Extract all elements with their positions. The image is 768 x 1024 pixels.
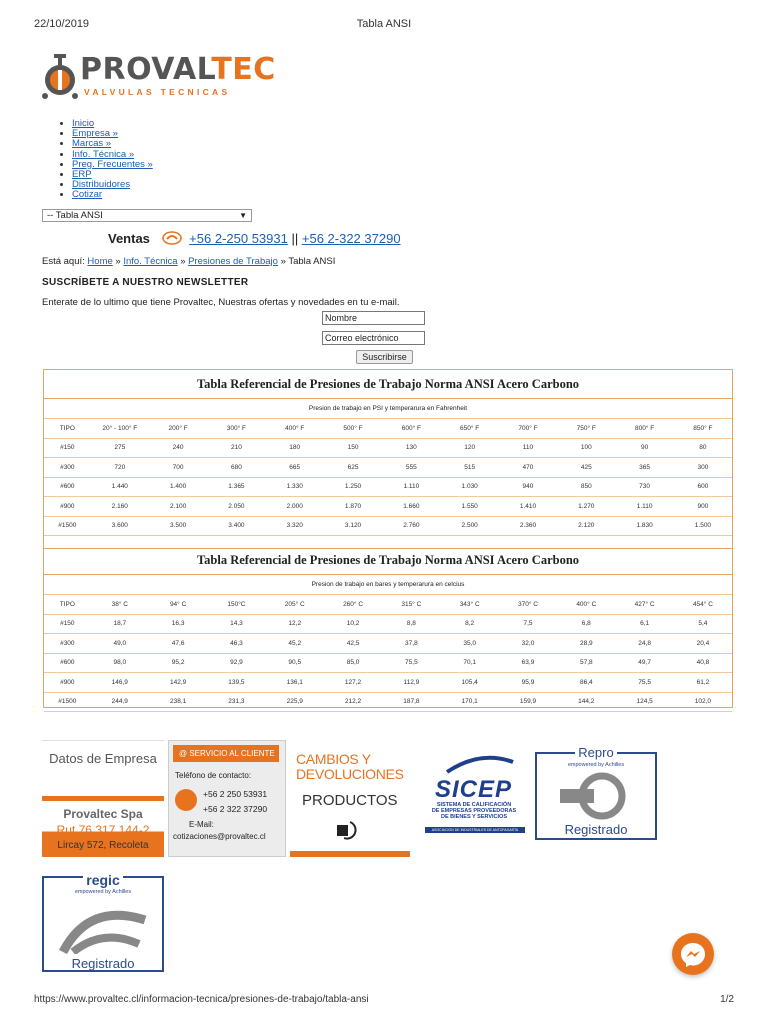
breadcrumb-info-tecnica[interactable]: Info. Técnica [123,256,178,267]
header-cell: 205° C [284,600,305,608]
header-cell: 400° F [285,424,305,432]
table-cell: 720 [114,463,126,471]
table-cell: 85,0 [346,659,360,667]
table-cell: 24,8 [638,639,651,647]
table-cell: 75,5 [405,659,418,667]
phone-circle-icon [175,789,197,811]
table-cell: 144,2 [578,698,595,706]
table-cell: 18,7 [113,620,127,628]
banner-cambios-productos: PRODUCTOS [302,792,398,809]
page-select-value: -- Tabla ANSI [47,210,103,221]
nav-link-distribuidores[interactable]: Distribuidores [72,179,131,191]
banner-servicio-email-label: E-Mail: [189,820,214,829]
table-cell: 2.100 [169,502,187,510]
sicep-subtitle: SISTEMA DE CALIFICACIÓN DE EMPRESAS PROVEEDORAS DE BIENES Y SERVICIOS [431,802,517,820]
table-cell: 3.500 [169,522,187,530]
table-cell: 3.600 [111,522,128,530]
header-cell: 200° F [168,424,188,432]
table-cell: 600 [697,483,709,491]
table-cell: #600 [60,483,75,491]
table-cell: 102,0 [694,698,712,706]
newsletter-title: SUSCRÍBETE A NUESTRO NEWSLETTER [42,277,249,288]
table-cell: 112,9 [403,678,420,686]
table-cell: #1500 [58,698,77,706]
header-cell: 38° C [111,600,128,608]
phone-link-2[interactable]: +56 2-322 37290 [301,231,401,246]
header-cell: 700° F [518,424,538,432]
table-cell: 130 [405,444,417,452]
regic-status: Registrado [71,956,135,971]
header-cell: 370° C [518,600,538,608]
banner-servicio-phone2: +56 2 322 37290 [203,804,268,814]
table-cell: 850 [580,483,592,491]
table-cell: 625 [347,463,359,471]
table-cell: 275 [114,444,126,452]
banner-empresa-company: Provaltec Spa [63,807,143,821]
table-cell: 225,9 [286,698,303,706]
table-cell: 61,2 [696,678,710,686]
nav-link-empresa[interactable]: Empresa » [72,128,118,140]
table-cell: 730 [639,483,651,491]
table-cell: 46,3 [230,639,243,647]
repro-powered: empowered by Achilles [567,762,625,768]
table-cell: 49,7 [638,659,651,667]
table-cell: 3.400 [228,522,245,530]
table-cell: 86,4 [579,678,593,686]
header-cell: TIPO [59,424,75,432]
table-cell: 2.050 [228,502,245,510]
table-cell: 1.110 [403,483,420,491]
breadcrumb-sep-3: » [280,256,286,267]
table-cell: 10,2 [346,620,360,628]
table-cell: 100 [580,444,592,452]
table-bar-header [44,595,732,615]
table-cell: 680 [230,463,242,471]
table-cell: 8,8 [406,620,416,628]
table-cell: 2.360 [519,522,537,530]
banner-empresa-address: Lircay 572, Recoleta [57,840,149,851]
table-cell: 7,5 [523,620,533,628]
banner-cambios-devoluciones[interactable] [290,740,410,857]
table-psi-header [44,419,732,439]
table-cell: 665 [289,463,301,471]
table-cell: 1.030 [461,483,478,491]
ansi-tables [43,369,733,708]
repro-status: Registrado [564,822,628,837]
table-cell: 2.160 [111,502,128,510]
sicep-brand: SICEP [435,776,513,803]
table-cell: 515 [464,463,476,471]
repro-label: Repro [537,745,655,760]
table-cell: 470 [522,463,534,471]
table-psi-title: Tabla Referencial de Presiones de Trabajo Norma ANSI Acero Carbono [44,370,732,399]
table-cell: 1.365 [228,483,245,491]
table-cell: #900 [60,502,75,510]
print-page-number: 1/2 [720,994,734,1005]
table-cell: 170,1 [461,698,478,706]
table-cell: #600 [60,659,75,667]
nav-link-cotizar[interactable]: Cotizar [72,189,103,201]
table-cell: 98,0 [113,659,127,667]
newsletter-email-input[interactable]: Correo electrónico [322,331,425,345]
nav-link-preg-frecuentes[interactable]: Preg. Frecuentes » [72,158,153,170]
table-cell: 146,9 [111,678,128,686]
breadcrumb-sep-1: » [115,256,121,267]
table-cell: 40,8 [696,659,710,667]
nav-link-marcas[interactable]: Marcas » [72,138,112,150]
table-psi [44,370,732,549]
table-cell: 187,8 [403,698,420,706]
logo-tagline: VALVULAS TECNICAS [84,87,231,97]
header-cell: 343° C [459,600,480,608]
regic-label: regic [44,872,162,888]
table-cell: 35,0 [463,639,476,647]
nav-link-info-tecnica[interactable]: Info. Técnica » [72,148,135,160]
table-cell: 95,9 [521,678,535,686]
header-cell: 260° C [343,600,364,608]
header-cell: 650° F [460,424,480,432]
breadcrumb-prefix: Está aquí: [42,256,85,267]
regic-emblem-icon [59,898,149,954]
table-bar-title: Tabla Referencial de Presiones de Trabajo Norma ANSI Acero Carbono [44,546,732,575]
table-cell: 90 [640,444,649,452]
table-cell: 136,1 [286,678,303,686]
table-cell: 2.000 [286,502,303,510]
header-cell: 150°C [227,600,246,608]
table-cell: 159,9 [519,698,537,706]
table-cell: 20,4 [696,639,710,647]
header-cell: 800° F [634,424,655,432]
table-cell: 95,2 [171,659,185,667]
table-cell: 365 [639,463,651,471]
table-cell: 1.500 [694,522,712,530]
ventas-bar [108,231,401,246]
table-bar-subtitle: Presion de trabajo en bares y temperarura en celcius [44,575,732,595]
table-cell: 210 [230,444,242,452]
table-cell: 37,8 [405,639,418,647]
table-cell: 105,4 [461,678,478,686]
provaltec-logo[interactable] [40,52,276,108]
table-cell: #300 [60,463,75,471]
header-cell: 500° F [343,424,363,432]
repro-emblem-icon [558,770,634,820]
header-cell: 427° C [634,600,655,608]
breadcrumb [42,256,335,267]
header-cell: TIPO [59,600,75,608]
table-cell: 1.270 [578,502,595,510]
table-cell: 16,3 [171,620,185,628]
banner-cambios-title: CAMBIOS Y DEVOLUCIONES [296,751,404,782]
table-cell: 127,2 [344,678,362,686]
table-cell: 244,9 [111,698,128,706]
table-cell: 2.120 [578,522,595,530]
banner-servicio-cliente[interactable] [168,740,286,857]
table-row [44,654,732,674]
table-cell: 1.830 [636,522,653,530]
table-cell: 900 [697,502,709,510]
newsletter-text: Enterate de lo ultimo que tiene Provaltec, Nuestras ofertas y novedades en tu e-mail. [42,297,400,308]
page-select[interactable] [42,209,252,222]
table-cell: 92,9 [230,659,243,667]
header-cell: 600° F [401,424,421,432]
print-url: https://www.provaltec.cl/informacion-tecnica/presiones-de-trabajo/tabla-ansi [34,994,369,1005]
table-row [44,497,732,517]
table-row [44,439,732,459]
header-cell: 20° - 100° F [102,424,138,432]
table-cell: 42,5 [346,639,360,647]
table-cell: 75,5 [638,678,651,686]
banner-empresa-title: Datos de Empresa [49,751,157,766]
table-cell: 110 [522,444,534,452]
phone-link-1[interactable]: +56 2-250 53931 [189,231,288,246]
table-row [44,478,732,498]
banner-servicio-email: cotizaciones@provaltec.cl [173,832,266,841]
banner-empresa-rut: Rut 76.317.144-2 [56,823,150,837]
table-cell: #150 [60,620,75,628]
header-cell: 454° C [692,600,713,608]
table-cell: 240 [172,444,184,452]
table-cell: 555 [405,463,417,471]
table-cell: 1.440 [111,483,128,491]
table-cell: 1.250 [344,483,362,491]
nav-item-cotizar [72,190,153,200]
table-cell: 1.550 [461,502,478,510]
nav-link-inicio[interactable]: Inicio [72,118,95,129]
table-cell: #300 [60,639,75,647]
banner-regic[interactable] [42,872,164,972]
logo-text: PROVALTEC [80,52,276,87]
phone-separator: || [291,231,299,246]
banner-sicep[interactable] [415,752,533,840]
sicep-footer: ASOCIACION DE INDUSTRIALES DE ANTOFAGASTA [425,827,525,833]
table-cell: 47,6 [171,639,185,647]
table-cell: 231,3 [228,698,245,706]
sicep-swoosh-icon [445,754,515,776]
header-cell: 400° C [576,600,597,608]
table-cell: 1.870 [344,502,362,510]
ventas-label: Ventas [108,231,150,246]
table-cell: 3.120 [344,522,362,530]
subscribe-button[interactable]: Suscribirse [356,350,413,364]
nav-link-erp[interactable]: ERP [72,169,92,181]
header-cell: 94° C [169,600,187,608]
table-cell: 57,8 [579,659,593,667]
banner-datos-empresa[interactable] [42,740,164,857]
banner-servicio-header: @ SERVICIO AL CLIENTE [173,745,279,762]
table-cell: 6,8 [581,620,591,628]
table-cell: 139,5 [228,678,245,686]
table-row [44,458,732,478]
table-cell: 45,2 [288,639,302,647]
breadcrumb-sep-2: » [180,256,186,267]
box-return-icon [334,816,360,842]
table-cell: 63,9 [521,659,535,667]
table-psi-subtitle: Presion de trabajo en PSI y temperarura en Fahrenheit [44,399,732,419]
table-cell: 124,5 [636,698,653,706]
table-cell: 300 [697,463,709,471]
table-cell: #900 [60,678,75,686]
table-row [44,693,732,713]
banner-empresa-stripe [42,796,164,801]
table-cell: 212,2 [344,698,362,706]
table-cell: 120 [464,444,476,452]
table-bar [44,546,732,712]
table-row [44,517,732,537]
header-cell: 300° F [226,424,247,432]
table-cell: 700 [172,463,184,471]
valve-logo-icon [40,52,80,102]
table-cell: 32,0 [521,639,535,647]
table-cell: 2.760 [403,522,420,530]
header-cell: 850° F [693,424,713,432]
table-cell: 2.500 [461,522,478,530]
breadcrumb-home[interactable]: Home [87,256,113,267]
regic-powered: empowered by Achilles [74,889,132,895]
table-row [44,634,732,654]
table-cell: #1500 [58,522,77,530]
table-cell: 1.660 [403,502,420,510]
header-cell: 750° F [576,424,596,432]
banner-servicio-phone1: +56 2 250 53931 [203,789,268,799]
table-cell: 150 [347,444,359,452]
header-cell: 315° C [401,600,422,608]
messenger-chat-button[interactable] [672,933,714,975]
table-cell: 28,9 [579,639,593,647]
table-cell: 90,5 [288,659,302,667]
table-row [44,673,732,693]
table-cell: 180 [289,444,301,452]
table-cell: 8,2 [465,620,475,628]
print-title: Tabla ANSI [356,18,412,30]
table-cell: 425 [580,463,592,471]
table-cell: 940 [522,483,534,491]
table-cell: 1.110 [636,502,653,510]
table-cell: 142,9 [169,678,187,686]
table-row [44,615,732,635]
dropdown-caret-icon: ▼ [239,211,247,220]
phone-icon [162,231,182,245]
breadcrumb-current: Tabla ANSI [288,256,336,267]
table-cell: 70,1 [463,659,476,667]
table-cell: 5,4 [698,620,708,628]
table-cell: 12,2 [288,620,302,628]
main-nav [72,119,153,201]
table-cell: 238,1 [169,698,187,706]
table-cell: #150 [60,444,75,452]
table-cell: 3.320 [286,522,303,530]
table-cell: 80 [699,444,707,452]
breadcrumb-presiones[interactable]: Presiones de Trabajo [188,256,278,267]
banner-repro[interactable] [535,745,657,840]
table-cell: 6,1 [640,620,650,628]
newsletter-name-input[interactable]: Nombre [322,311,425,325]
messenger-icon [672,933,714,975]
table-cell: 49,0 [113,639,127,647]
table-cell: 1.400 [169,483,187,491]
table-cell: 14,3 [230,620,243,628]
print-date: 22/10/2019 [34,18,90,30]
banner-servicio-phone-label: Teléfono de contacto: [175,771,252,780]
table-cell: 1.410 [519,502,537,510]
table-cell: 1.330 [286,483,303,491]
